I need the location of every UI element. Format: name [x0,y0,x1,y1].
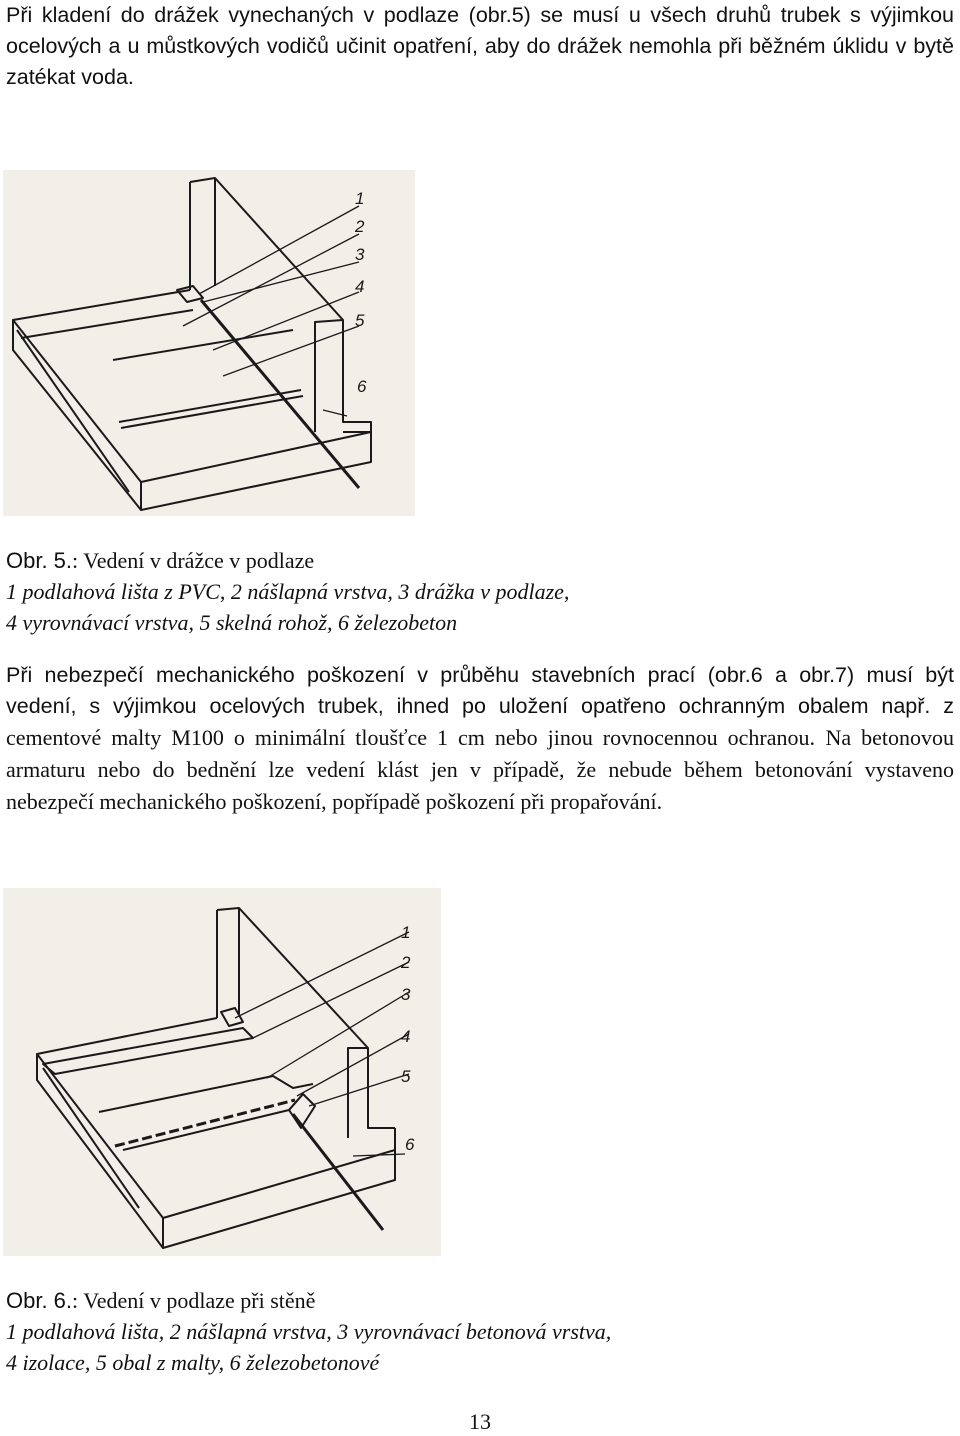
figure-6 [3,888,441,1256]
figure-6-drawing [3,888,441,1256]
paragraph-protection-part1: Při nebezpečí mechanického poškození v průběhu stavebních prací (obr.6 a obr.7) musí být vedení, s výjimkou ocelových trubek, ihned po uložení opatřeno ochranným obalem např. z [6,663,954,718]
figure-5-label-5: 5 [355,311,365,330]
figure-5-label-6: 6 [357,377,367,396]
figure-5-caption [6,545,954,638]
figure-6-caption-title: : Vedení v podlaze při stěně [72,1288,316,1313]
figure-5-caption-line1: 1 podlahová lišta z PVC, 2 nášlapná vrstva, 3 drážka v podlaze, [6,579,570,604]
paragraph-intro-text: Při kladení do drážek vynechaných v podlaze (obr.5) se musí u všech druhů trubek s výjimkou ocelových a u můstkových vodičů učinit opatření, aby do drážek nemohla při běžném úklidu v bytě zatékat voda. [6,3,954,89]
paragraph-protection [6,660,954,818]
figure-6-caption-lead: Obr. 6. [6,1288,73,1313]
figure-5-label-1: 1 [355,189,365,208]
paragraph-protection-part2: cementové malty M100 o minimální tloušťce 1 cm nebo jinou rovnocennou ochranou. [6,725,816,750]
figure-5-drawing [3,170,415,516]
figure-6-caption-line2: 4 izolace, 5 obal z malty, 6 železobetonové [6,1350,380,1375]
figure-6-label-1: 1 [401,923,411,942]
figure-6-label-6: 6 [405,1135,415,1154]
paragraph-intro [6,0,954,93]
page-number: 13 [469,1409,491,1434]
figure-5 [3,170,415,516]
figure-6-label-4: 4 [401,1027,411,1046]
figure-5-caption-title: : Vedení v drážce v podlaze [72,548,315,573]
paragraph-protection-part3: Na betonovou armaturu nebo do bednění lze vedení klást jen v případě, že nebude během betonování vystaveno nebezpečí mechanického poškození, popřípadě poškození při propařování. [6,725,954,814]
figure-5-label-4: 4 [355,277,365,296]
figure-5-caption-lead: Obr. 5. [6,548,73,573]
figure-6-caption-line1: 1 podlahová lišta, 2 nášlapná vrstva, 3 vyrovnávací betonová vrstva, [6,1319,612,1344]
figure-5-caption-line2: 4 vyrovnávací vrstva, 5 skelná rohož, 6 železobeton [6,610,458,635]
figure-6-caption [6,1285,954,1378]
figure-5-label-2: 2 [355,217,365,236]
figure-6-label-3: 3 [401,985,411,1004]
figure-6-label-5: 5 [401,1067,411,1086]
figure-6-label-2: 2 [401,953,411,972]
figure-5-label-3: 3 [355,245,365,264]
